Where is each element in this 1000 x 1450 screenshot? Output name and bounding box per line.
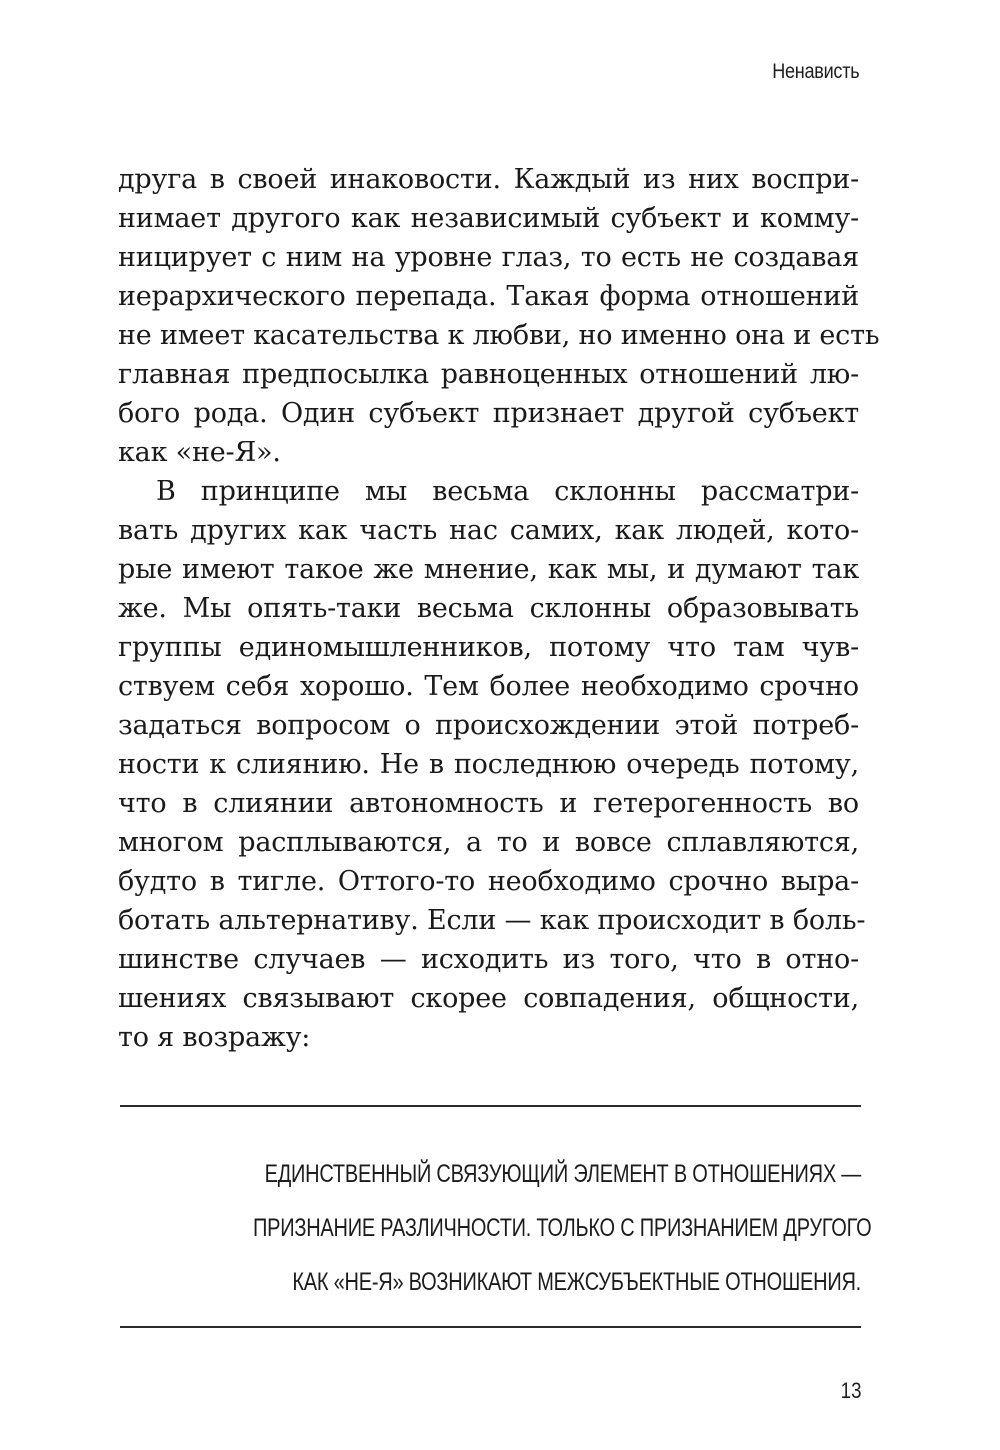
text-line: ности к слиянию. Не в последнюю очередь потому,	[118, 749, 859, 780]
text-line: же. Мы опять-таки весьма склонны образовывать	[118, 593, 859, 624]
text-line: как «не-Я».	[118, 437, 281, 468]
pull-quote-top-rule	[120, 1105, 861, 1107]
pull-quote-line: ПРИЗНАНИЕ РАЗЛИЧНОСТИ. ТОЛЬКО С ПРИЗНАНИЕМ ДРУГОГО	[253, 1214, 872, 1242]
text-line: бого рода. Один субъект признает другой субъект	[118, 398, 859, 429]
text-line: шинстве случаев — исходить из того, что в отно-	[118, 944, 859, 975]
text-line: то я возражу:	[118, 1022, 311, 1053]
text-line: главная предпосылка равноценных отношений лю-	[118, 359, 859, 390]
text-line: ствуем себя хорошо. Тем более необходимо срочно	[118, 671, 859, 702]
text-line: задаться вопросом о происхождении этой потреб-	[118, 710, 859, 741]
text-line: ботать альтернативу. Если — как происходит в боль-	[118, 905, 866, 936]
pull-quote	[101, 1147, 872, 1309]
paragraph-2	[118, 472, 866, 1057]
page-number: 13	[840, 1378, 861, 1403]
text-line: не имеет касательства к любви, но именно она и есть	[118, 320, 880, 351]
text-line: друга в своей инаковости. Каждый из них воспри-	[118, 164, 859, 195]
text-line: будто в тигле. Оттого-то необходимо срочно выра-	[118, 866, 859, 897]
text-line: шениях связывают скорее совпадения, общности,	[118, 983, 859, 1014]
text-line: группы единомышленников, потому что там чув-	[118, 632, 859, 663]
text-line: иерархического перепада. Такая форма отношений	[118, 281, 859, 312]
text-line: нимает другого как независимый субъект и комму-	[118, 203, 859, 234]
paragraph-1	[118, 160, 880, 472]
text-line: многом расплываются, а то и вовсе сплавляются,	[118, 827, 859, 858]
text-line: ницирует с ним на уровне глаз, то есть не создавая	[118, 242, 859, 273]
text-line: В принципе мы весьма склонны рассматри-	[156, 476, 859, 507]
pull-quote-line: КАК «НЕ-Я» ВОЗНИКАЮТ МЕЖСУБЪЕКТНЫЕ ОТНОШЕНИЯ.	[292, 1268, 861, 1296]
pull-quote-line: ЕДИНСТВЕННЫЙ СВЯЗУЮЩИЙ ЭЛЕМЕНТ В ОТНОШЕНИЯХ —	[264, 1160, 861, 1188]
text-line: что в слиянии автономность и гетерогенность во	[118, 788, 859, 819]
text-line: рые имеют такое же мнение, как мы, и думают так	[118, 554, 859, 585]
pull-quote-bottom-rule	[120, 1326, 861, 1328]
running-head: Ненависть	[771, 60, 859, 83]
text-line: вать других как часть нас самих, как людей, кото-	[118, 515, 859, 546]
body-text	[118, 160, 880, 1057]
